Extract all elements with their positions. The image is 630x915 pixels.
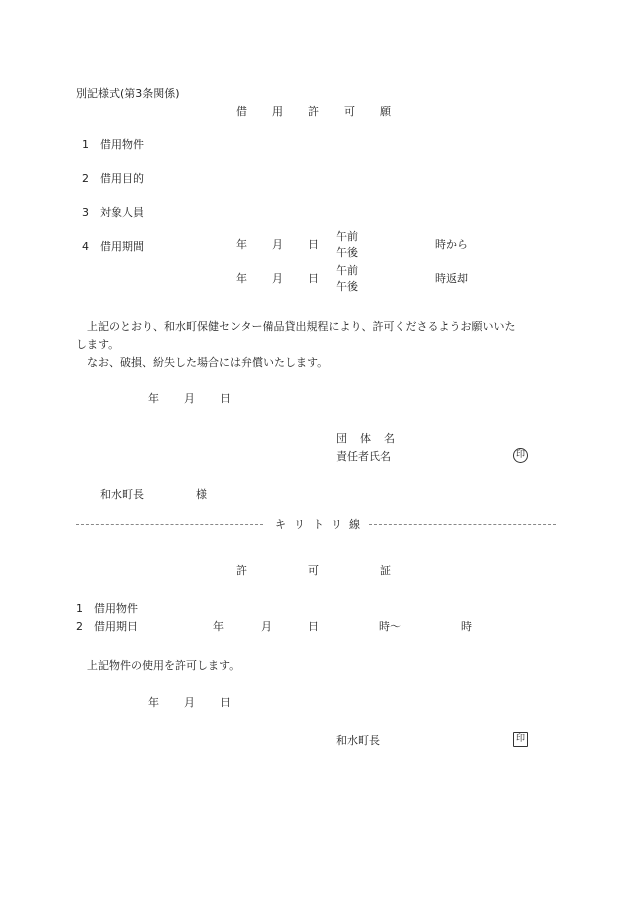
day-label: 日 xyxy=(308,620,319,633)
month-label: 月 xyxy=(184,696,195,709)
honorific: 様 xyxy=(196,488,207,501)
org-label-char: 体 xyxy=(360,432,371,445)
title-char: 可 xyxy=(308,564,319,577)
item-label: 借用物件 xyxy=(94,602,138,615)
rep-name-label: 責任者氏名 xyxy=(336,450,391,463)
body-line: 上記のとおり、和水町保健センター備品貸出規程により、許可くださるようお願いいた xyxy=(87,320,516,333)
title-char: 可 xyxy=(344,105,355,118)
start-hour-label: 時から xyxy=(435,238,468,251)
item-label: 借用目的 xyxy=(100,172,144,185)
addressee: 和水町長 xyxy=(100,488,144,501)
cut-line-char: リ xyxy=(294,518,305,531)
month-label: 月 xyxy=(272,238,283,251)
cut-line-left-dashes xyxy=(76,524,263,525)
form-note: 別記様式(第3条関係) xyxy=(76,87,180,100)
item-number: 2 xyxy=(76,620,83,633)
year-label: 年 xyxy=(213,620,224,633)
pm-label: 午後 xyxy=(336,246,358,259)
item-number: 3 xyxy=(82,206,89,219)
year-label: 年 xyxy=(148,696,159,709)
month-label: 月 xyxy=(272,272,283,285)
item-label: 借用物件 xyxy=(100,138,144,151)
title-char: 許 xyxy=(236,564,247,577)
item-number: 4 xyxy=(82,240,89,253)
am-label: 午前 xyxy=(336,230,358,243)
am-label: 午前 xyxy=(336,264,358,277)
hour-from-label: 時〜 xyxy=(379,620,401,633)
pm-label: 午後 xyxy=(336,280,358,293)
permit-body: 上記物件の使用を許可します。 xyxy=(87,659,241,672)
title-char: 借 xyxy=(236,105,247,118)
item-label: 対象人員 xyxy=(100,206,144,219)
year-label: 年 xyxy=(236,238,247,251)
month-label: 月 xyxy=(261,620,272,633)
seal-mark: 印 xyxy=(513,732,528,747)
item-label: 借用期間 xyxy=(100,240,144,253)
cut-line-right-dashes xyxy=(369,524,556,525)
cut-line-char: キ xyxy=(275,518,286,531)
year-label: 年 xyxy=(236,272,247,285)
seal-mark: 印 xyxy=(513,448,528,463)
return-hour-label: 時返却 xyxy=(435,272,468,285)
cut-line-char: ト xyxy=(313,518,324,531)
title-char: 証 xyxy=(380,564,391,577)
item-number: 1 xyxy=(82,138,89,151)
body-line: します。 xyxy=(76,338,120,351)
year-label: 年 xyxy=(148,392,159,405)
org-label-char: 名 xyxy=(384,432,395,445)
day-label: 日 xyxy=(308,272,319,285)
day-label: 日 xyxy=(308,238,319,251)
item-number: 2 xyxy=(82,172,89,185)
hour-label: 時 xyxy=(461,620,472,633)
cut-line-char: リ xyxy=(331,518,342,531)
title-char: 用 xyxy=(272,105,283,118)
day-label: 日 xyxy=(220,696,231,709)
item-number: 1 xyxy=(76,602,83,615)
month-label: 月 xyxy=(184,392,195,405)
issuer: 和水町長 xyxy=(336,734,380,747)
item-label: 借用期日 xyxy=(94,620,138,633)
day-label: 日 xyxy=(220,392,231,405)
title-char: 許 xyxy=(308,105,319,118)
body-line: なお、破損、紛失した場合には弁償いたします。 xyxy=(87,356,329,369)
cut-line-char: 線 xyxy=(349,518,360,531)
org-label-char: 団 xyxy=(336,432,347,445)
title-char: 願 xyxy=(380,105,391,118)
